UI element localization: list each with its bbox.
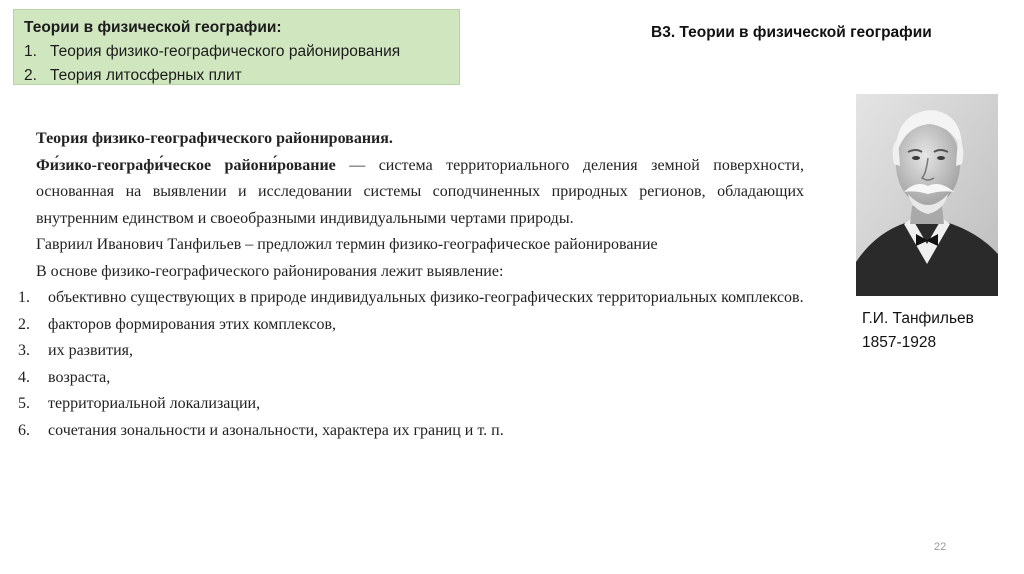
definition-text: — система территориального деления земной поверхности, основанная на выявлении и исследовании системы соподчиненных природных регионов, обладающих внутренним единством и своеобразными индивидуальными чертами природы. (36, 156, 804, 227)
definition-term: Фи́зико-географи́ческое райони́рование (36, 156, 336, 174)
list-item (18, 418, 804, 445)
definition-paragraph (18, 153, 804, 233)
main-text (18, 126, 804, 444)
list-item-number: 6. (18, 421, 30, 439)
list-item-number: 4. (18, 368, 30, 386)
theories-box-title: Теории в физической географии: (24, 19, 282, 36)
theories-box-item (24, 64, 451, 88)
theories-box-item (24, 40, 451, 64)
theories-box-item-number: 1. (24, 43, 37, 60)
list-item (18, 391, 804, 418)
list-item-number: 1. (18, 289, 30, 306)
portrait-illustration (856, 94, 998, 296)
caption-years: 1857-1928 (862, 334, 937, 351)
caption-name: Г.И. Танфильев (862, 310, 974, 327)
list-item (18, 365, 804, 392)
page-number: 22 (934, 541, 947, 553)
list-item (18, 338, 804, 365)
list-item-text: факторов формирования этих комплексов, (48, 315, 336, 333)
list-item-number: 3. (18, 342, 30, 359)
section-heading: Теория физико-географического районирования. (36, 130, 393, 147)
portrait-photo (856, 94, 998, 296)
list-item (18, 285, 804, 312)
theories-box-item-number: 2. (24, 67, 37, 84)
theories-box-item-text: Теория физико-географического районирования (50, 43, 401, 60)
list-item-text: сочетания зональности и азональности, характера их границ и т. п. (48, 421, 504, 439)
list-item-text: их развития, (48, 342, 134, 359)
list-item (18, 312, 804, 339)
theories-box (13, 9, 460, 85)
slide-title: В3. Теории в физической географии (651, 24, 932, 41)
list-item-text: территориальной локализации, (48, 395, 261, 412)
portrait-caption (862, 307, 974, 355)
tanfiliev-paragraph: Гавриил Иванович Танфильев – предложил термин физико-географическое районирование (36, 236, 658, 253)
basis-paragraph: В основе физико-географического районирования лежит выявление: (36, 262, 504, 280)
list-item-text: возраста, (48, 368, 111, 386)
list-item-number: 5. (18, 395, 30, 412)
theories-box-item-text: Теория литосферных плит (50, 67, 242, 84)
list-item-text: объективно существующих в природе индивидуальных физико-географических территориальных комплексов. (48, 289, 804, 306)
list-item-number: 2. (18, 315, 30, 333)
